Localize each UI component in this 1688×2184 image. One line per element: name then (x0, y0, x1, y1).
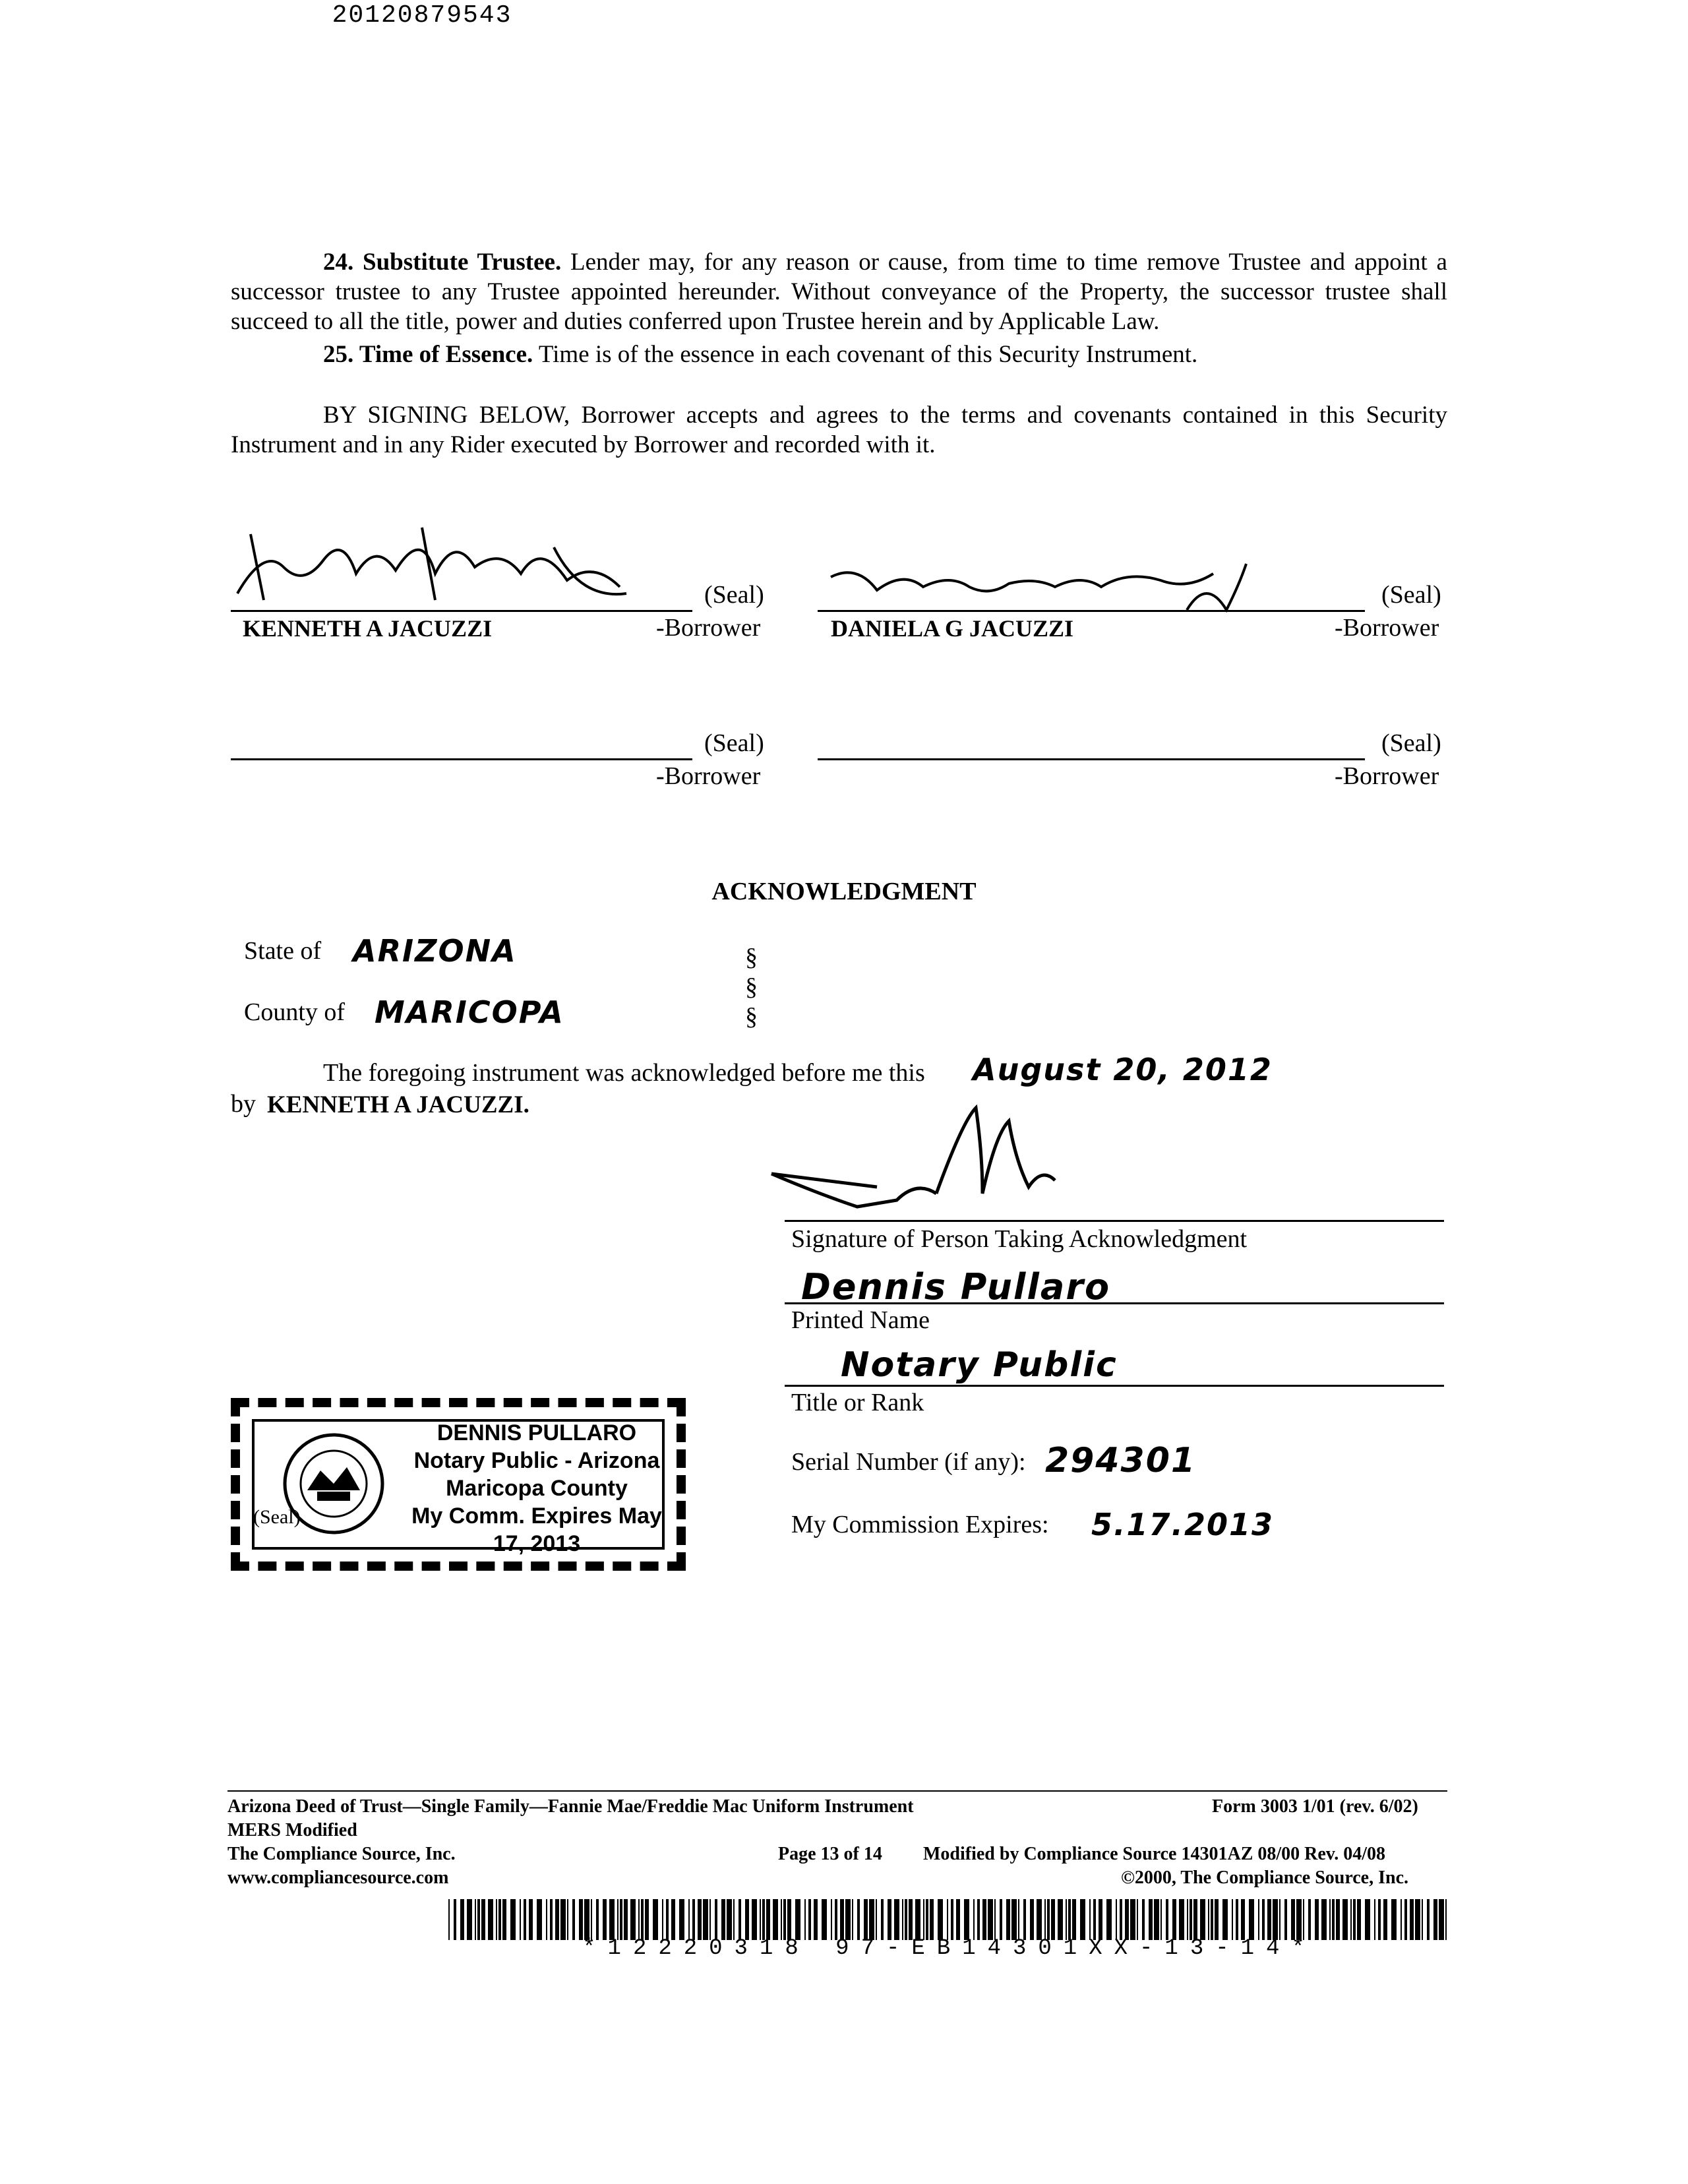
barcode-bar (1321, 1899, 1327, 1940)
barcode-bar (733, 1899, 735, 1940)
barcode-bar (1439, 1899, 1444, 1940)
clause-24 (231, 247, 1447, 336)
title-line (785, 1385, 1444, 1387)
barcode-bar (620, 1899, 622, 1940)
barcode-bar (496, 1899, 497, 1940)
barcode-bar (1037, 1899, 1042, 1940)
borrower1-seal-label: (Seal) (704, 581, 764, 609)
barcode-bar (973, 1899, 975, 1940)
by-label: by (231, 1090, 256, 1118)
borrower2-name: DANIELA G JACUZZI (831, 615, 1074, 642)
barcode-bar (902, 1899, 903, 1940)
barcode-bar (781, 1899, 782, 1940)
barcode-bar (1342, 1899, 1348, 1940)
barcode-bar (1179, 1899, 1184, 1940)
barcode-bar (1249, 1899, 1254, 1940)
barcode-bar (1267, 1899, 1271, 1940)
barcode-bar (727, 1899, 732, 1940)
barcode-bar (698, 1899, 702, 1940)
notary-stamp-text (398, 1419, 675, 1558)
barcode-bar (671, 1899, 675, 1940)
clause-25 (231, 340, 1447, 369)
barcode-bar (1006, 1899, 1010, 1940)
barcode-bar (609, 1899, 615, 1940)
barcode-bar (1187, 1899, 1188, 1940)
serial-value: 294301 (1045, 1441, 1197, 1480)
barcode-bar (1296, 1899, 1302, 1940)
borrower4-label: -Borrower (1335, 762, 1439, 790)
barcode-bar (617, 1899, 618, 1940)
barcode-bar (1149, 1899, 1153, 1940)
barcode-bar (692, 1899, 695, 1940)
footer-rule (227, 1790, 1447, 1792)
clause-25-title: 25. Time of Essence. (323, 341, 533, 368)
state-value: ARIZONA (353, 933, 517, 969)
barcode-bar (909, 1899, 913, 1940)
notary-stamp (231, 1398, 686, 1571)
barcode-bar (994, 1899, 996, 1940)
barcode-bar (454, 1899, 456, 1940)
barcode-bar (721, 1899, 725, 1940)
barcode-bar (1232, 1899, 1233, 1940)
clause-24-title: 24. Substitute Trustee. (323, 249, 562, 276)
barcode-bar (624, 1899, 628, 1940)
barcode-bar (524, 1899, 526, 1940)
borrower1-label: -Borrower (656, 614, 761, 642)
barcode-bar (738, 1899, 741, 1940)
barcode-bar (814, 1899, 818, 1940)
barcode-bar (869, 1899, 874, 1940)
barcode-bar (645, 1899, 649, 1940)
barcode-bar (766, 1899, 770, 1940)
barcode-bar (679, 1899, 684, 1940)
barcode-bar (1353, 1899, 1356, 1940)
barcode-bar (1391, 1899, 1397, 1940)
barcode-bar (1236, 1899, 1238, 1940)
barcode-bar (808, 1899, 811, 1940)
barcode-bar (894, 1899, 899, 1940)
barcode-bar (1241, 1899, 1245, 1940)
commission-label: My Commission Expires: (791, 1511, 1049, 1538)
barcode-bar (1404, 1899, 1407, 1940)
barcode-bar (822, 1899, 827, 1940)
barcode-bar (804, 1899, 806, 1940)
barcode-bar (1422, 1899, 1423, 1940)
section-symbol-2: § (745, 973, 758, 1001)
barcode-bar (795, 1899, 800, 1940)
barcode-bar (1089, 1899, 1091, 1940)
barcode-bar (888, 1899, 891, 1940)
barcode-bar (1125, 1899, 1129, 1940)
barcode-bar (510, 1899, 516, 1940)
barcode-bar (988, 1899, 993, 1940)
barcode-bar (787, 1899, 791, 1940)
barcode-bar (982, 1899, 986, 1940)
barcode-bar (752, 1899, 757, 1940)
barcode-bar (1415, 1899, 1420, 1940)
signature-label: Signature of Person Taking Acknowledgment (791, 1225, 1248, 1253)
barcode-bar (475, 1899, 476, 1940)
acknowledgment-heading: ACKNOWLEDGMENT (711, 878, 977, 905)
barcode-bar (546, 1899, 547, 1940)
barcode-bar (1000, 1899, 1002, 1940)
barcode-bar (641, 1899, 644, 1940)
barcode-bar (1273, 1899, 1278, 1940)
barcode-bar (915, 1899, 920, 1940)
barcode-bar (1093, 1899, 1096, 1940)
footer-website: www.compliancesource.com (227, 1867, 449, 1888)
barcode-bar (762, 1899, 765, 1940)
borrower3-seal-label: (Seal) (704, 729, 764, 757)
barcode-bar (1106, 1899, 1112, 1940)
barcode-bar (1284, 1899, 1287, 1940)
barcode-bar (1154, 1899, 1159, 1940)
barcode-bar (502, 1899, 506, 1940)
barcode-bar (703, 1899, 708, 1940)
barcode-bar (560, 1899, 566, 1940)
borrower2-seal-label: (Seal) (1381, 581, 1441, 609)
borrower2-signature (818, 551, 1253, 623)
stamp-line-4: My Comm. Expires May 17, 2013 (411, 1503, 662, 1556)
barcode-bar (1329, 1899, 1331, 1940)
signing-statement: BY SIGNING BELOW, Borrower accepts and agrees to the terms and covenants contained in this Security Instrument and in any Rider executed by Borrower and recorded with it. (231, 402, 1447, 458)
barcode-bar (1142, 1899, 1145, 1940)
title-value: Notary Public (841, 1345, 1118, 1385)
barcode-bar (773, 1899, 778, 1940)
barcode-bar (662, 1899, 663, 1940)
barcode-bar (1011, 1899, 1017, 1940)
barcode-bar (831, 1899, 832, 1940)
barcode-bar (1303, 1899, 1304, 1940)
barcode-bar (1047, 1899, 1050, 1940)
borrower3-label: -Borrower (656, 762, 761, 790)
barcode-bar (1190, 1899, 1192, 1940)
barcode-bar (1137, 1899, 1138, 1940)
barcode-bar (520, 1899, 521, 1940)
barcode-bar (1383, 1899, 1387, 1940)
barcode-bar (926, 1899, 928, 1940)
title-label: Title or Rank (791, 1389, 924, 1416)
barcode (448, 1899, 1451, 1940)
clause-25-text: Time is of the essence in each covenant of this Security Instrument. (533, 341, 1198, 368)
barcode-bar (715, 1899, 717, 1940)
printed-name-line (785, 1302, 1444, 1304)
barcode-bar (857, 1899, 860, 1940)
barcode-bar (688, 1899, 690, 1940)
barcode-bar (1023, 1899, 1026, 1940)
barcode-bar (835, 1899, 837, 1940)
barcode-bar (460, 1899, 464, 1940)
barcode-bar (1160, 1899, 1162, 1940)
stamp-line-1: DENNIS PULLARO (437, 1420, 637, 1445)
barcode-bar (1099, 1899, 1102, 1940)
barcode-bar (1332, 1899, 1335, 1940)
barcode-bar (845, 1899, 851, 1940)
barcode-bar (905, 1899, 907, 1940)
barcode-bar (1030, 1899, 1034, 1940)
barcode-bar (1308, 1899, 1311, 1940)
barcode-bar (1291, 1899, 1295, 1940)
barcode-bar (603, 1899, 607, 1940)
footer-company: The Compliance Source, Inc. (227, 1844, 456, 1864)
barcode-bar (1072, 1899, 1076, 1940)
barcode-bar (852, 1899, 853, 1940)
footer-modified: Modified by Compliance Source 14301AZ 08/00 Rev. 04/08 (923, 1844, 1386, 1864)
barcode-bar (1222, 1899, 1228, 1940)
barcode-bar (1166, 1899, 1168, 1940)
barcode-bar (1208, 1899, 1209, 1940)
barcode-bar (653, 1899, 658, 1940)
acknowledgment-date: August 20, 2012 (973, 1052, 1273, 1087)
barcode-bar (1378, 1899, 1381, 1940)
barcode-bar (488, 1899, 493, 1940)
barcode-bar (467, 1899, 472, 1940)
barcode-bar (977, 1899, 980, 1940)
barcode-bar (638, 1899, 640, 1940)
borrower1-signature (224, 521, 686, 607)
barcode-bar (1051, 1899, 1055, 1940)
section-symbol-1: § (745, 944, 758, 971)
barcode-bar (840, 1899, 844, 1940)
barcode-bar (864, 1899, 868, 1940)
barcode-bar (1044, 1899, 1046, 1940)
barcode-bar (1401, 1899, 1402, 1940)
section-symbol-3: § (745, 1003, 758, 1031)
clause-24-text: Lender may, for any reason or cause, from time to time remove Trustee and appoint a successor trustee to any Trustee appointed hereunder. Without conveyance of the Property, the successor trustee shall succeed to all the title, power and duties conferred upon Trustee herein and by Applicable Law. (231, 249, 1447, 335)
footer-form-title: Arizona Deed of Trust—Single Family—Fannie Mae/Freddie Mac Uniform Instrument (227, 1796, 914, 1817)
footer-form-number: Form 3003 1/01 (rev. 6/02) (1212, 1796, 1418, 1817)
barcode-bar (1120, 1899, 1122, 1940)
barcode-bar (938, 1899, 943, 1940)
barcode-bar (1116, 1899, 1117, 1940)
barcode-bar (1258, 1899, 1259, 1940)
barcode-bar (498, 1899, 501, 1940)
footer-copyright: ©2000, The Compliance Source, Inc. (1121, 1867, 1409, 1888)
barcode-bar (596, 1899, 599, 1940)
barcode-bar (1410, 1899, 1414, 1940)
borrower4-signature-line (818, 758, 1365, 760)
barcode-bar (591, 1899, 592, 1940)
stamp-seal-text: (Seal) (253, 1506, 301, 1528)
barcode-bar (584, 1899, 589, 1940)
barcode-bar (1211, 1899, 1213, 1940)
barcode-bar (567, 1899, 568, 1940)
barcode-bar (947, 1899, 948, 1940)
barcode-bar (481, 1899, 485, 1940)
barcode-bar (783, 1899, 786, 1940)
barcode-bar (709, 1899, 711, 1940)
borrower1-signature-line (231, 610, 692, 612)
barcode-bar (1365, 1899, 1370, 1940)
state-label: State of (244, 937, 322, 965)
barcode-bar (1193, 1899, 1197, 1940)
barcode-bar (630, 1899, 636, 1940)
borrower2-signature-line (818, 610, 1365, 612)
barcode-bar (760, 1899, 761, 1940)
notary-signature (765, 1095, 1081, 1220)
barcode-bar (537, 1899, 542, 1940)
notary-signature-line (785, 1220, 1444, 1222)
barcode-bar (1066, 1899, 1067, 1940)
foregoing-text: The foregoing instrument was acknowledged before me this (323, 1059, 925, 1087)
barcode-bar (1374, 1899, 1375, 1940)
barcode-bar (881, 1899, 884, 1940)
borrower4-seal-label: (Seal) (1381, 729, 1441, 757)
barcode-bar (448, 1899, 450, 1940)
barcode-bar (1433, 1899, 1437, 1940)
barcode-bar (1315, 1899, 1319, 1940)
barcode-bar (1058, 1899, 1063, 1940)
barcode-bar (555, 1899, 559, 1940)
barcode-bar (1427, 1899, 1430, 1940)
printed-name-label: Printed Name (791, 1306, 930, 1334)
barcode-bar (1357, 1899, 1361, 1940)
borrower1-name: KENNETH A JACUZZI (243, 615, 493, 642)
borrower2-label: -Borrower (1335, 614, 1439, 642)
stamp-line-2: Notary Public - Arizona (413, 1448, 660, 1473)
borrower3-signature-line (231, 758, 692, 760)
footer-mers: MERS Modified (227, 1820, 357, 1840)
barcode-bar (1215, 1899, 1219, 1940)
barcode-bar (477, 1899, 480, 1940)
county-value: MARICOPA (375, 994, 564, 1030)
printed-name-value: Dennis Pullaro (801, 1266, 1111, 1308)
barcode-bar (579, 1899, 583, 1940)
barcode-bar (529, 1899, 533, 1940)
barcode-bar (1068, 1899, 1071, 1940)
barcode-bar (923, 1899, 924, 1940)
barcode-bar (572, 1899, 575, 1940)
barcode-bar (550, 1899, 553, 1940)
barcode-bar (1018, 1899, 1019, 1940)
barcode-text: *12220318 97-EB14301XX-13-14* (582, 1936, 1317, 1961)
barcode-bar (964, 1899, 969, 1940)
county-label: County of (244, 998, 346, 1026)
barcode-bar (876, 1899, 877, 1940)
barcode-bar (1172, 1899, 1176, 1940)
barcode-bar (1080, 1899, 1085, 1940)
barcode-bar (1200, 1899, 1205, 1940)
barcode-bar (951, 1899, 953, 1940)
barcode-bar (745, 1899, 749, 1940)
barcode-bar (956, 1899, 960, 1940)
barcode-bar (1336, 1899, 1340, 1940)
serial-label: Serial Number (if any): (791, 1448, 1026, 1476)
barcode-bar (1130, 1899, 1135, 1940)
barcode-bar (1445, 1899, 1447, 1940)
barcode-bar (1350, 1899, 1352, 1940)
barcode-bar (666, 1899, 669, 1940)
footer-page: Page 13 of 14 (778, 1844, 882, 1864)
stamp-line-3: Maricopa County (446, 1476, 628, 1501)
document-number: 20120879543 (332, 1, 512, 30)
by-name: KENNETH A JACUZZI. (267, 1091, 529, 1118)
barcode-bar (1279, 1899, 1281, 1940)
barcode-bar (1262, 1899, 1265, 1940)
commission-value: 5.17.2013 (1091, 1507, 1274, 1542)
barcode-bar (930, 1899, 934, 1940)
